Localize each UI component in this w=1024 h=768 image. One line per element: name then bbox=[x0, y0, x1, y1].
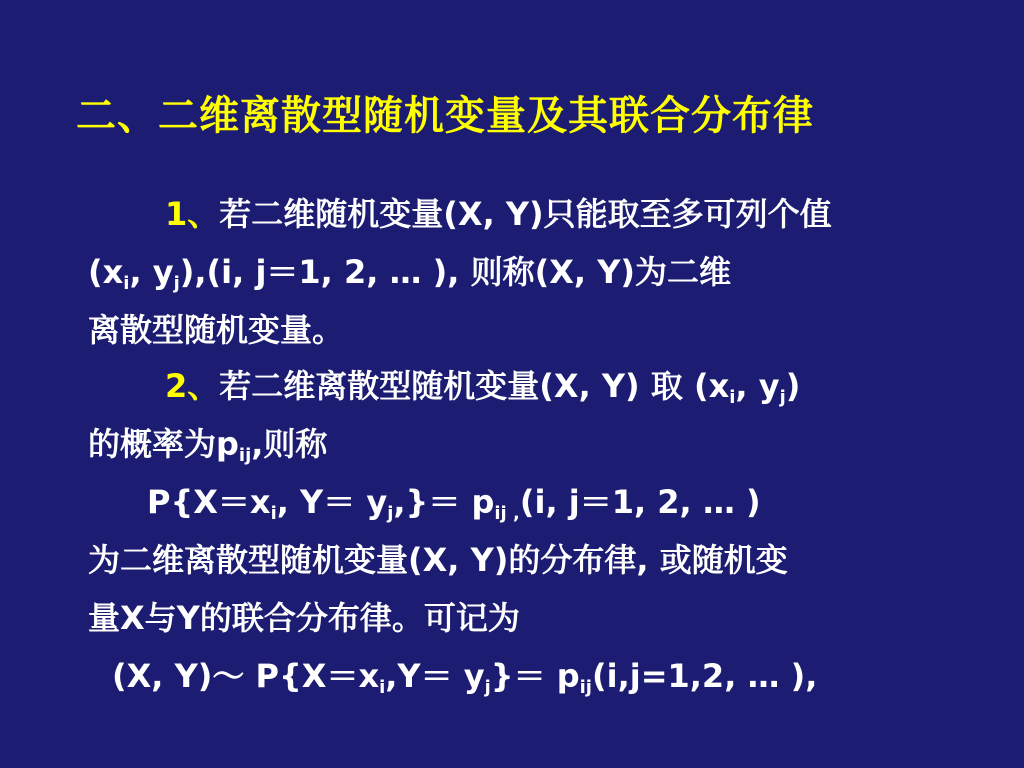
text-fragment: , y bbox=[735, 367, 780, 405]
text-fragment: ),(i, j＝1, 2, … ), 则称(X, Y)为二维 bbox=[179, 253, 731, 291]
text-fragment: P{X＝x bbox=[147, 483, 271, 521]
subscript-ij: ij , bbox=[494, 503, 520, 524]
item2-line4: 为二维离散型随机变量(X, Y)的分布律, 或随机变 bbox=[88, 541, 788, 579]
subscript-i: i bbox=[729, 387, 736, 408]
subscript-i: i bbox=[123, 273, 130, 294]
distribution-formula bbox=[112, 656, 817, 696]
text-fragment: ,则称 bbox=[251, 425, 328, 463]
item2-number: 2、 bbox=[165, 367, 220, 405]
text-fragment: (X, Y)～ P{X＝x bbox=[112, 657, 380, 695]
text-fragment: 若二维离散型随机变量(X, Y) 取 (x bbox=[219, 367, 730, 405]
item2-line5: 量X与Y的联合分布律。可记为 bbox=[88, 599, 520, 637]
subscript-i: i bbox=[270, 503, 277, 524]
subscript-j: j bbox=[173, 273, 180, 294]
item1-number: 1、 bbox=[165, 195, 220, 233]
subscript-j: j bbox=[484, 677, 491, 698]
text-fragment: , y bbox=[129, 253, 174, 291]
subscript-i: i bbox=[379, 677, 386, 698]
text-fragment: 的概率为p bbox=[88, 425, 239, 463]
item1-line2 bbox=[88, 252, 731, 292]
subscript-j: j bbox=[779, 387, 786, 408]
slide-title: 二、二维离散型随机变量及其联合分布律 bbox=[76, 93, 814, 139]
text-fragment: , Y＝ y bbox=[276, 483, 388, 521]
text-fragment: }＝ p bbox=[490, 657, 580, 695]
item2-line2 bbox=[88, 424, 327, 464]
text-fragment: (i,j=1,2, … ), bbox=[591, 657, 818, 695]
item1-line3: 离散型随机变量。 bbox=[88, 311, 345, 349]
probability-formula bbox=[147, 482, 761, 522]
text-fragment: ,}＝ p bbox=[393, 483, 495, 521]
subscript-ij: ij bbox=[579, 677, 592, 698]
item1-line1 bbox=[165, 194, 832, 234]
text-fragment: (i, j＝1, 2, … ) bbox=[519, 483, 761, 521]
subscript-j: j bbox=[387, 503, 394, 524]
item1-text: 若二维随机变量(X, Y)只能取至多可列个值 bbox=[219, 195, 832, 233]
text-fragment: ) bbox=[785, 367, 801, 405]
text-fragment: (x bbox=[88, 253, 124, 291]
item2-line1 bbox=[165, 366, 800, 406]
subscript-ij: ij bbox=[238, 445, 252, 466]
text-fragment: ,Y＝ y bbox=[385, 657, 485, 695]
